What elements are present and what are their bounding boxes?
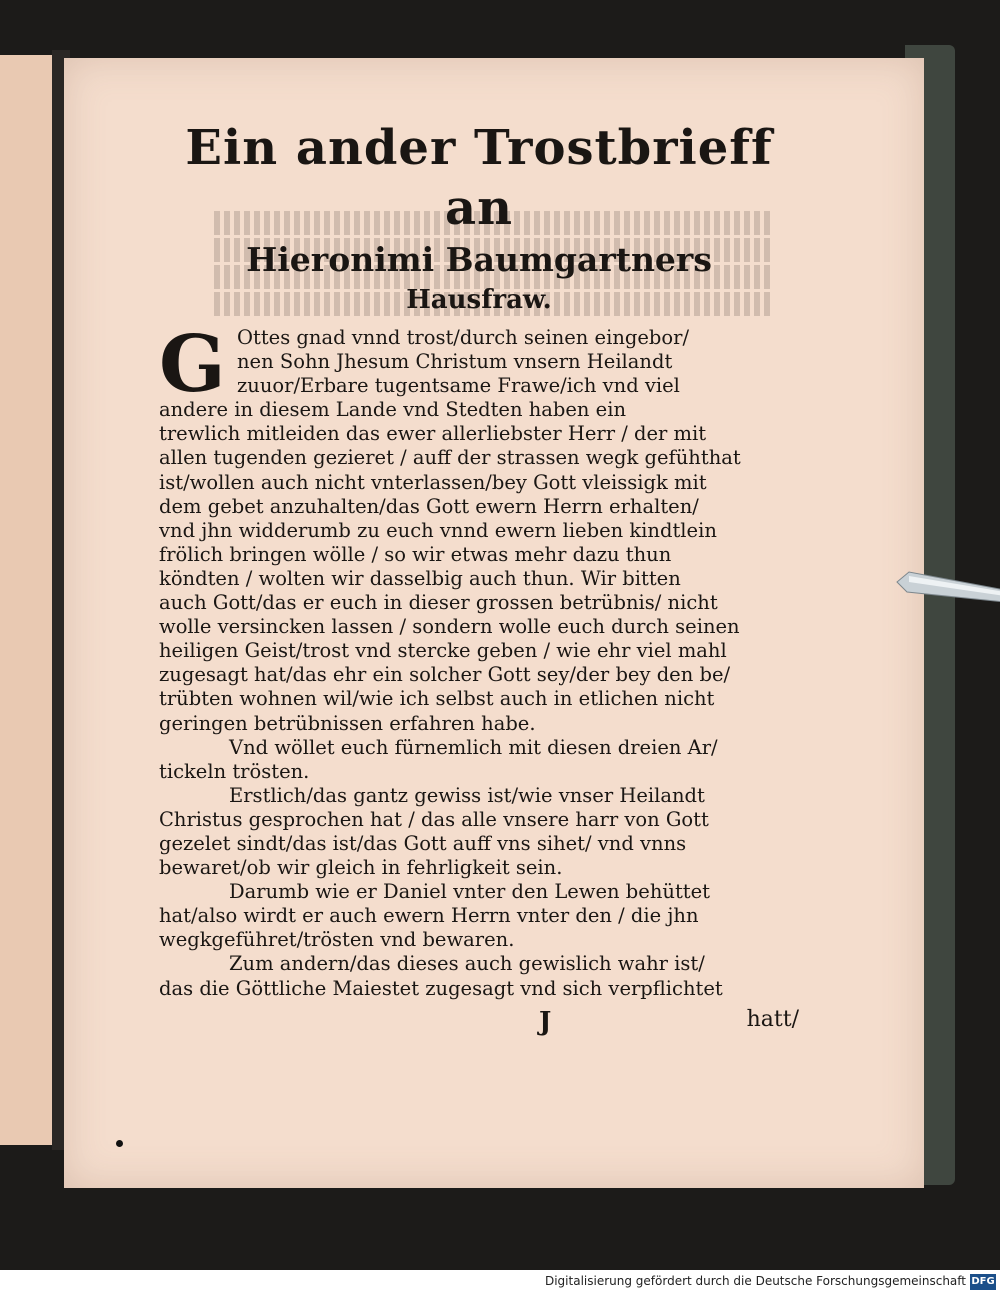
catchword: hatt/: [746, 1006, 799, 1032]
text-line: ist/wollen auch nicht vnterlassen/bey Gott vleissigk mit: [159, 470, 707, 494]
title-line-1: Ein ander Trostbrieff an: [185, 120, 773, 236]
text-line: hat/also wirdt er auch ewern Herrn vnter den / die jhn: [159, 904, 699, 928]
pointer-stick-icon: [895, 568, 1000, 606]
text-line: zuuor/Erbare tugentsame Frawe/ich vnd viel: [237, 374, 680, 398]
text-line: wegkgeführet/trösten vnd bewaren.: [159, 928, 515, 952]
text-line: Darumb wie er Daniel vnter den Lewen behüttet: [229, 880, 710, 904]
text-line: Vnd wöllet euch fürnemlich mit diesen dreien Ar/: [229, 735, 718, 759]
text-line: nen Sohn Jhesum Christum vnsern Heilandt: [237, 350, 673, 374]
text-line: trewlich mitleiden das ewer allerliebster Herr / der mit: [159, 422, 707, 446]
text-line: heiligen Geist/trost vnd stercke geben / wie ehr viel mahl: [159, 639, 727, 663]
left-page-edge: [0, 55, 58, 1145]
text-line: Christus gesprochen hat / das alle vnsere harr von Gott: [159, 807, 709, 831]
text-line: Erstlich/das gantz gewiss ist/wie vnser Heilandt: [229, 783, 705, 807]
text-line: tickeln trösten.: [159, 759, 310, 783]
text-line: gezelet sindt/das ist/das Gott auff vns sihet/ vnd vnns: [159, 831, 687, 855]
title-line-2: Hieronimi Baumgartners: [246, 240, 712, 279]
text-line: das die Göttliche Maiestet zugesagt vnd sich verpflichtet: [159, 976, 723, 1000]
drop-cap: G: [159, 319, 226, 410]
footer-bar: [0, 1270, 1000, 1294]
signature-mark: J: [539, 1006, 552, 1037]
text-line: frölich bringen wölle / so wir etwas mehr dazu thun: [159, 542, 672, 566]
text-line: bewaret/ob wir gleich in fehrligkeit sein.: [159, 856, 563, 880]
dfg-logo-icon: DFG: [970, 1274, 996, 1290]
text-line: zugesagt hat/das ehr ein solcher Gott sey/der bey den be/: [159, 663, 731, 687]
text-line: Ottes gnad vnnd trost/durch seinen eingebor/: [237, 326, 690, 349]
text-line: köndten / wolten wir dasselbig auch thun. Wir bitten: [159, 566, 681, 590]
letter-body: [159, 319, 799, 1001]
text-line: geringen betrübnissen erfahren habe.: [159, 711, 536, 735]
text-line: vnd jhn widderumb zu euch vnnd ewern lieben kindtlein: [159, 518, 717, 542]
text-line: trübten wohnen wil/wie ich selbst auch in etlichen nicht: [159, 687, 715, 711]
text-line: allen tugenden gezieret / auff der strassen wegk gefühthat: [159, 446, 741, 470]
text-line: wolle versincken lassen / sondern wolle euch durch seinen: [159, 615, 740, 639]
page-text-block: [159, 118, 799, 1037]
text-line: andere in diesem Lande vnd Stedten haben ein: [159, 398, 627, 422]
text-line: dem gebet anzuhalten/das Gott ewern Herrn erhalten/: [159, 494, 699, 518]
book-page: [64, 58, 924, 1188]
text-line: Zum andern/das dieses auch gewislich wahr ist/: [229, 952, 705, 976]
ink-speck: [116, 1140, 123, 1147]
text-line: auch Gott/das er euch in dieser grossen betrübnis/ nicht: [159, 591, 718, 615]
page-foot: [159, 1007, 799, 1037]
funding-credit: Digitalisierung gefördert durch die Deutsche Forschungsgemeinschaft: [544, 1274, 966, 1288]
title-line-3: Hausfraw.: [406, 285, 552, 315]
